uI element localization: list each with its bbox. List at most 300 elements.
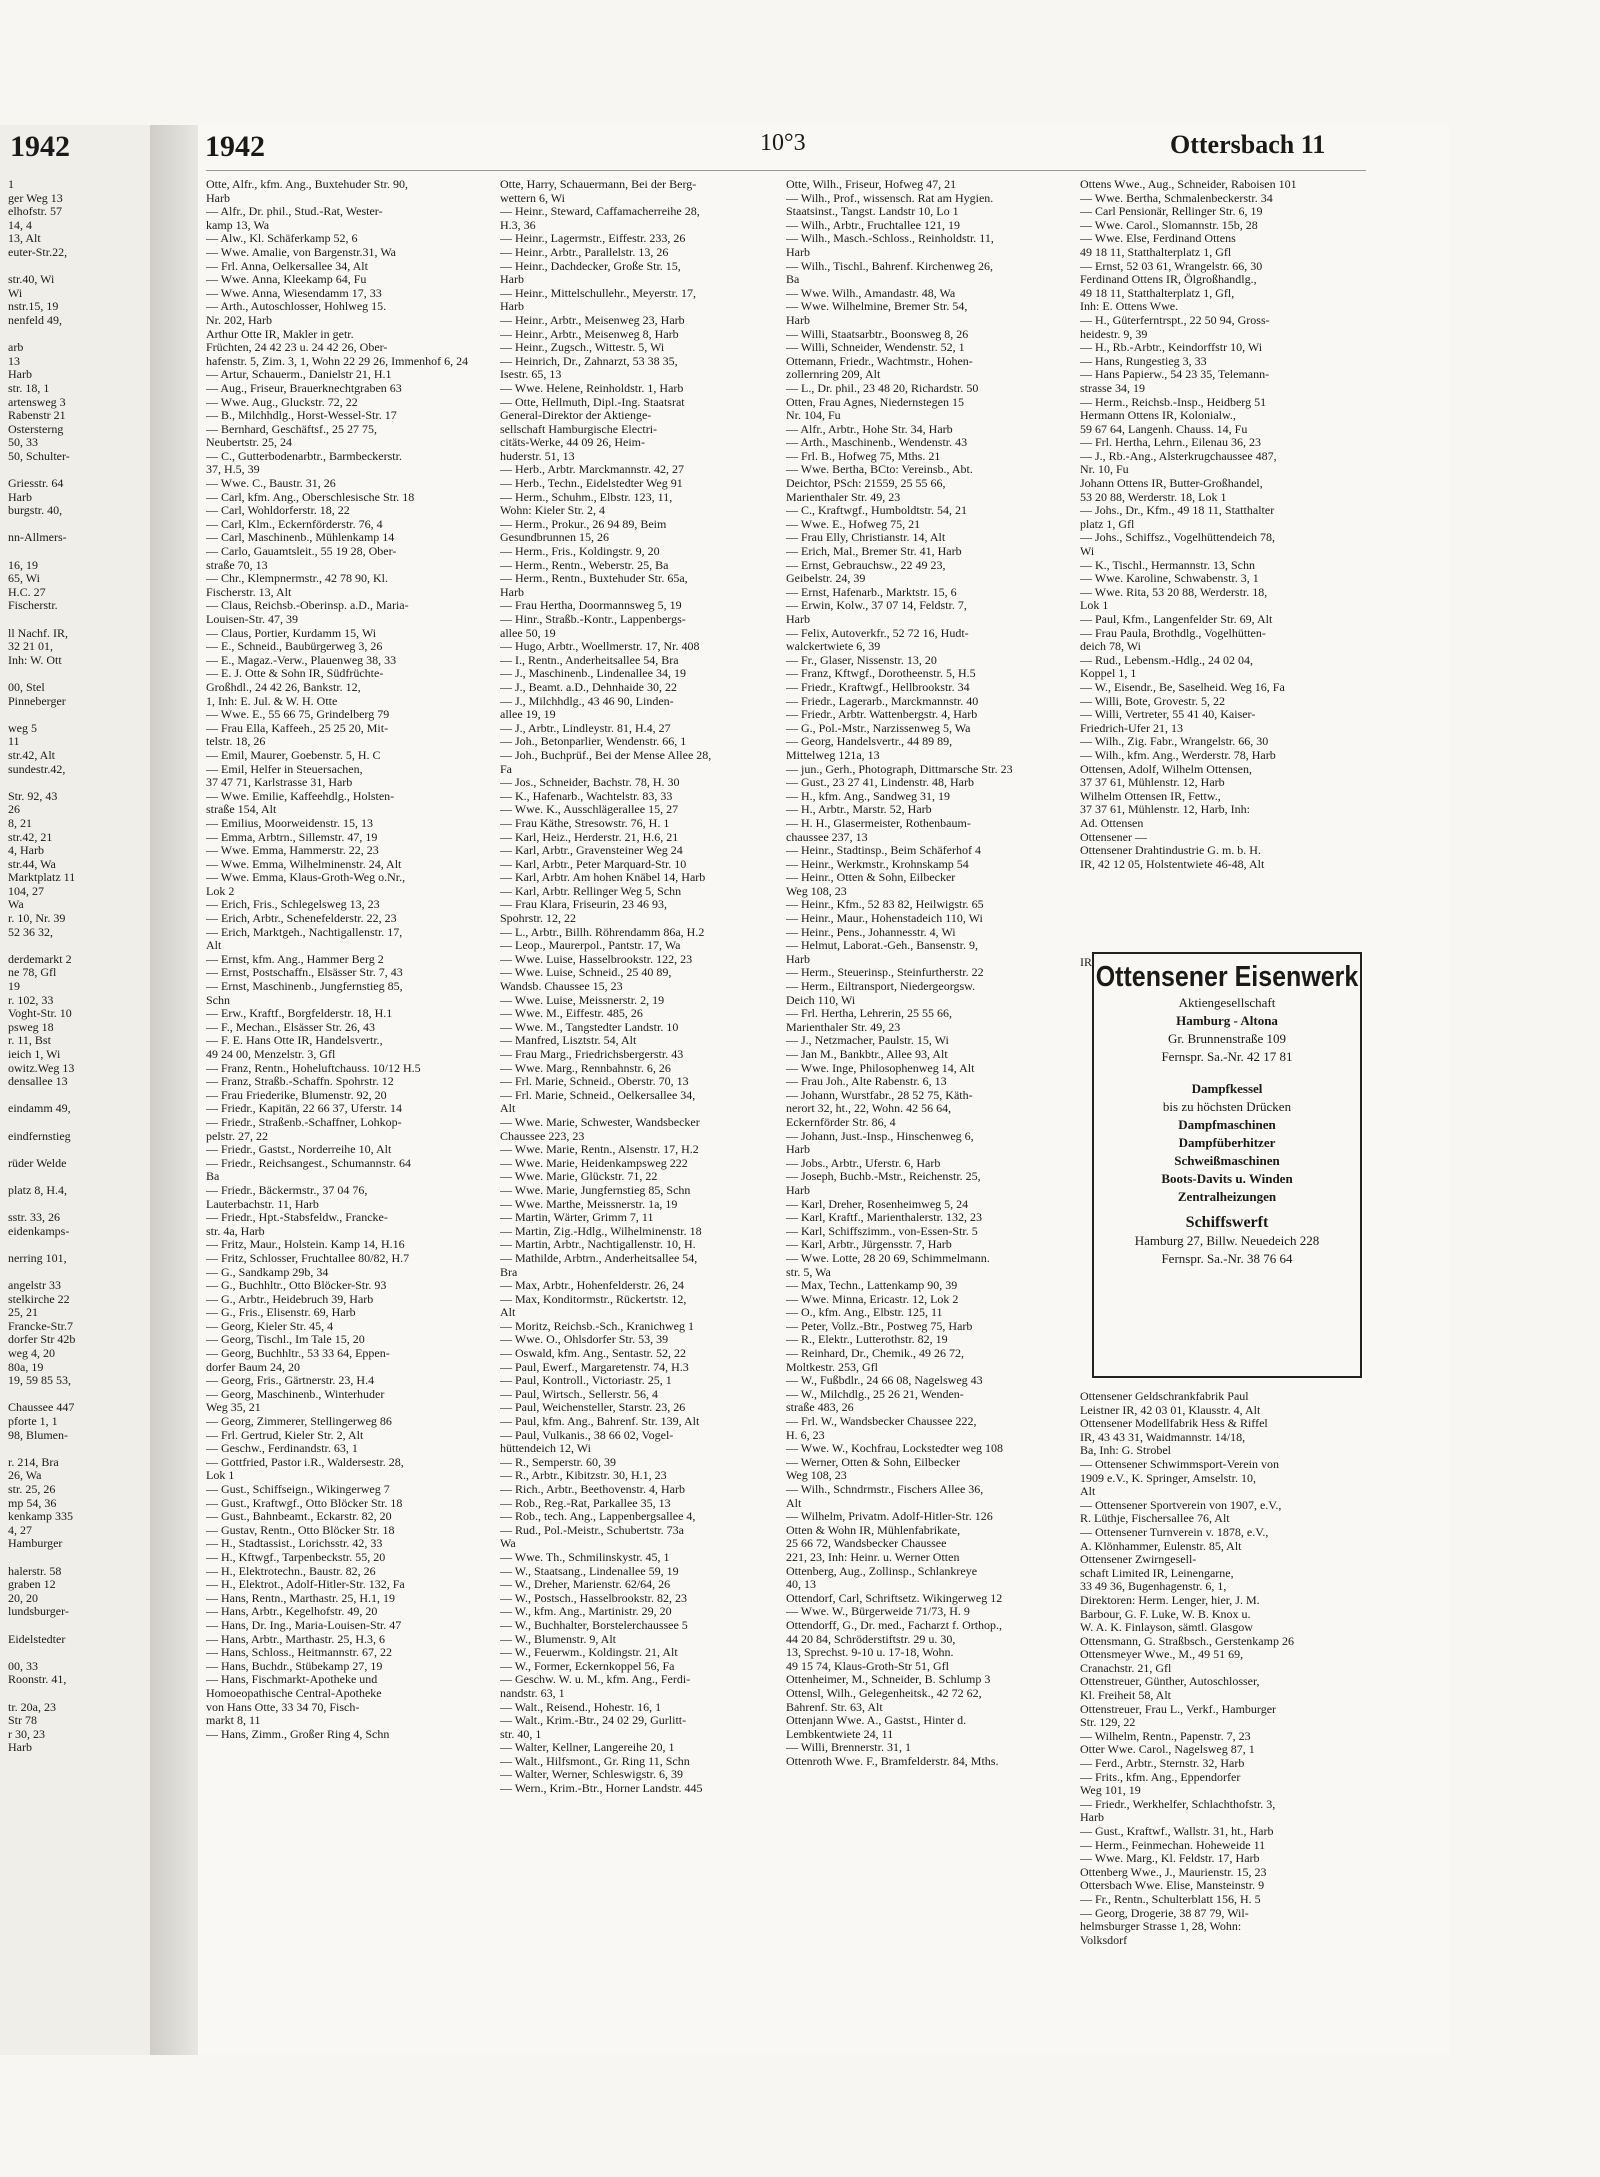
advert-line-6: Boots-Davits u. Winden bbox=[1161, 1171, 1293, 1186]
directory-entry-line: — Wwe. K., Ausschlägerallee 15, 27 bbox=[500, 802, 679, 817]
directory-entry-line: str. 40, 1 bbox=[500, 1726, 542, 1741]
directory-entry-line: kamp 13, Wa bbox=[206, 217, 270, 232]
previous-page-line: str.42, 21 bbox=[8, 829, 53, 844]
directory-entry-line: — Wilhelm, Privatm. Adolf-Hitler-Str. 126 bbox=[786, 1509, 993, 1524]
directory-entry-line: — Herm., Fris., Koldingstr. 9, 20 bbox=[500, 544, 660, 559]
previous-page-line: r. 10, Nr. 39 bbox=[8, 911, 66, 926]
directory-entry-line: Ottenberg, Aug., Zollinsp., Schlankreye bbox=[786, 1563, 978, 1578]
previous-page-line: str. 25, 26 bbox=[8, 1482, 56, 1496]
directory-entry-line: — Georg, Buchhltr., 53 33 64, Eppen- bbox=[206, 1346, 390, 1361]
directory-entry-line: — Wilh., Masch.-Schloss., Reinholdstr. 11, bbox=[786, 231, 994, 246]
directory-entry-line: — Frau Käthe, Stresowstr. 76, H. 1 bbox=[500, 815, 670, 830]
directory-entry-line: — Wwe. Th., Schmilinskystr. 45, 1 bbox=[500, 1549, 670, 1564]
directory-entry-line: Lauterbachstr. 11, Harb bbox=[206, 1196, 319, 1211]
directory-entry-line: — Heinr., Arbtr., Parallelstr. 13, 26 bbox=[500, 244, 669, 259]
previous-page-line: ger Weg 13 bbox=[8, 190, 63, 205]
directory-entry-line: — Georg, Handelsvertr., 44 89 89, bbox=[786, 734, 953, 749]
previous-page-line: densallee 13 bbox=[8, 1074, 68, 1089]
directory-entry-line: 1909 e.V., K. Springer, Amselstr. 10, bbox=[1080, 1470, 1256, 1485]
directory-entry-line: — Wilhelm, Rentn., Papenstr. 7, 23 bbox=[1080, 1728, 1251, 1743]
directory-entry-line: — Wwe. M., Eiffestr. 485, 26 bbox=[500, 1006, 643, 1021]
directory-entry-line: pelstr. 27, 22 bbox=[206, 1128, 268, 1143]
directory-entry-line: — Wwe. Karoline, Schwabenstr. 3, 1 bbox=[1080, 571, 1259, 586]
directory-entry-line: — Wwe. Marg., Rennbahnstr. 6, 26 bbox=[500, 1060, 671, 1075]
directory-entry-line: Johann Ottens IR, Butter-Großhandel, bbox=[1080, 476, 1263, 491]
directory-entry-line: — E., Magaz.-Verw., Plauenweg 38, 33 bbox=[206, 652, 397, 667]
directory-entry-line: IR, 43 43 31, Waidmannstr. 14/18, bbox=[1080, 1429, 1246, 1444]
previous-page-line: psweg 18 bbox=[8, 1019, 54, 1034]
directory-entry-line: — Carl, Wohldorferstr. 18, 22 bbox=[206, 503, 350, 518]
directory-entry-line: — Karl, Heiz., Herderstr. 21, H.6, 21 bbox=[500, 829, 679, 844]
previous-page-line: ieich 1, Wi bbox=[8, 1047, 61, 1061]
previous-page-line: 50, 33 bbox=[8, 435, 38, 450]
directory-entry-line: — Emil, Helfer in Steuersachen, bbox=[206, 761, 363, 776]
directory-entry-line: zollernring 209, Alt bbox=[786, 367, 881, 382]
directory-entry-line: — L., Dr. phil., 23 48 20, Richardstr. 50 bbox=[786, 380, 979, 395]
directory-entry-line: Koppel 1, 1 bbox=[1080, 666, 1137, 681]
directory-entry-line: — W., Postsch., Hasselbrookstr. 82, 23 bbox=[500, 1590, 688, 1605]
previous-page-line: Marktplatz 11 bbox=[8, 870, 76, 885]
previous-page-line: 98, Blumen- bbox=[8, 1427, 68, 1442]
directory-entry-line: — Wwe. Emma, Wilhelminenstr. 24, Alt bbox=[206, 856, 402, 871]
directory-entry-line: — Hinr., Straßb.-Kontr., Lappenbergs- bbox=[500, 612, 686, 626]
previous-page-line: euter-Str.22, bbox=[8, 244, 68, 259]
directory-entry-line: — Werner, Otten & Sohn, Eilbecker bbox=[786, 1454, 960, 1469]
previous-page-line: Fischerstr. bbox=[8, 598, 58, 613]
directory-entry-line: — K., Hafenarb., Wachtelstr. 83, 33 bbox=[500, 788, 673, 803]
directory-entry-line: — Franz, Kftwgf., Dorotheenstr. 5, H.5 bbox=[786, 666, 976, 681]
advert-place: Hamburg - Altona bbox=[1176, 1013, 1278, 1028]
directory-entry-line: — Willi, Bote, Grovestr. 5, 22 bbox=[1080, 693, 1225, 708]
directory-entry-line: — H., Stadtassist., Lorichsstr. 42, 33 bbox=[206, 1536, 383, 1551]
directory-entry-line: — Wwe. Luise, Meissnerstr. 2, 19 bbox=[500, 992, 665, 1007]
previous-page-line: Pinneberger bbox=[8, 693, 66, 708]
directory-entry-line: — Frau Marg., Friedrichsbergerstr. 43 bbox=[500, 1047, 684, 1061]
directory-entry-line: — Wwe. Bertha, BCto: Vereinsb., Abt. bbox=[786, 462, 973, 477]
directory-entry-line: allee 50, 19 bbox=[500, 625, 556, 640]
directory-entry-line: — Chr., Klempnermstr., 42 78 90, Kl. bbox=[206, 571, 388, 586]
previous-page-line: Rabenstr 21 bbox=[8, 408, 66, 423]
directory-entry-line: — Georg, Kieler Str. 45, 4 bbox=[206, 1318, 334, 1333]
previous-page-line: 25, 21 bbox=[8, 1305, 38, 1320]
directory-entry-line: — Herm., Feinmechan. Hoheweide 11 bbox=[1080, 1837, 1266, 1852]
previous-page-line: Hamburger bbox=[8, 1536, 63, 1551]
directory-entry-line: — Wilh., Prof., wissensch. Rat am Hygien. bbox=[786, 190, 994, 205]
directory-entry-line: Ba bbox=[206, 1169, 220, 1184]
directory-entry-line: Arthur Otte IR, Makler in getr. bbox=[206, 326, 354, 341]
directory-entry-line: Ottensener Zwirngesell- bbox=[1080, 1552, 1197, 1567]
directory-entry-line: — Alfr., Arbtr., Hohe Str. 34, Harb bbox=[786, 421, 953, 436]
directory-entry-line: — Georg, Fris., Gärtnerstr. 23, H.4 bbox=[206, 1373, 375, 1388]
directory-entry-line: — Carl, Maschinenb., Mühlenkamp 14 bbox=[206, 530, 395, 545]
directory-entry-line: Ottensener — bbox=[1080, 829, 1147, 844]
directory-entry-line: Wohn: Kieler Str. 2, 4 bbox=[500, 503, 606, 518]
directory-entry-line: Ottenroth Wwe. F., Bramfelderstr. 84, Mths. bbox=[786, 1753, 999, 1768]
directory-entry-line: — W., Buchhalter, Borstelerchaussee 5 bbox=[500, 1617, 688, 1632]
directory-entry-line: Alt bbox=[500, 1305, 516, 1320]
directory-entry-line: — Wilh., Tischl., Bahrenf. Kirchenweg 26, bbox=[786, 258, 993, 273]
directory-entry-line: — Friedr., Kraftwgf., Hellbrookstr. 34 bbox=[786, 679, 970, 694]
directory-entry-line: — Gust., 23 27 41, Lindenstr. 48, Harb bbox=[786, 775, 974, 790]
directory-entry-line: — Walt., Hilfsmont., Gr. Ring 11, Schn bbox=[500, 1753, 690, 1768]
directory-entry-line: — Franz, Straßb.-Schaffn. Spohrstr. 12 bbox=[206, 1074, 394, 1089]
directory-entry-line: — Karl, Arbtr. Am hohen Knäbel 14, Harb bbox=[500, 870, 706, 885]
directory-entry-line: — Ernst, 52 03 61, Wrangelstr. 66, 30 bbox=[1080, 258, 1263, 273]
previous-page-line: str.42, Alt bbox=[8, 747, 56, 762]
directory-entry-line: — Wwe. Rita, 53 20 88, Werderstr. 18, bbox=[1080, 584, 1268, 599]
directory-entry-line: — Gottfried, Pastor i.R., Waldersestr. 28, bbox=[206, 1454, 404, 1469]
directory-entry-line: dorfer Baum 24, 20 bbox=[206, 1359, 300, 1374]
directory-entry-line: Weg 101, 19 bbox=[1080, 1783, 1141, 1798]
previous-page-line bbox=[8, 1388, 150, 1402]
directory-entry-line: — Wwe. Inge, Philosophenweg 14, Alt bbox=[786, 1060, 975, 1075]
directory-entry-line: — Wwe. Bertha, Schmalenbeckerstr. 34 bbox=[1080, 190, 1273, 205]
directory-entry-line: Volksdorf bbox=[1080, 1932, 1128, 1947]
directory-entry-line: — Moritz, Reichsb.-Sch., Kranichweg 1 bbox=[500, 1318, 694, 1333]
previous-page-line: tr. 20a, 23 bbox=[8, 1699, 56, 1714]
directory-entry-line: — Hans, Rungestieg 3, 33 bbox=[1080, 353, 1207, 368]
directory-entry-line: allee 19, 19 bbox=[500, 707, 556, 722]
directory-entry-line: huderstr. 51, 13 bbox=[500, 448, 575, 463]
directory-entry-line: hafenstr. 5, Zim. 3, 1, Wohn 22 29 26, Immenhof 6, 24 bbox=[206, 353, 469, 368]
directory-entry-line: — Frl. Gertrud, Kieler Str. 2, Alt bbox=[206, 1427, 364, 1442]
directory-entry-line: Nr. 202, Harb bbox=[206, 312, 272, 327]
directory-entry-line: — W., Milchdlg., 25 26 21, Wenden- bbox=[786, 1386, 964, 1401]
directory-entry-line: Barbour, G. F. Luke, W. B. Knox u. bbox=[1080, 1606, 1251, 1621]
directory-entry-line: — F., Mechan., Elsässer Str. 26, 43 bbox=[206, 1019, 376, 1034]
directory-entry-line: — Johs., Dr., Kfm., 49 18 11, Statthalter bbox=[1080, 503, 1275, 518]
directory-entry-line: Mittelweg 121a, 13 bbox=[786, 747, 880, 762]
directory-entry-line: deich 78, Wi bbox=[1080, 639, 1141, 654]
directory-entry-line: — Karl, Arbtr., Peter Marquard-Str. 10 bbox=[500, 856, 687, 871]
directory-entry-line: A. Klönhammer, Eulenstr. 85, Alt bbox=[1080, 1538, 1242, 1553]
directory-entry-line: — Franz, Rentn., Hoheluftchauss. 10/12 H.5 bbox=[206, 1060, 421, 1075]
directory-entry-line: — Frau Klara, Friseurin, 23 46 93, bbox=[500, 897, 667, 912]
previous-page-line bbox=[8, 260, 150, 274]
directory-entry-line: — Geschw., Ferdinandstr. 63, 1 bbox=[206, 1441, 358, 1456]
previous-page-line: nenfeld 49, bbox=[8, 312, 62, 327]
directory-entry-line: sellschaft Hamburgische Electri- bbox=[500, 421, 658, 436]
directory-entry-line: — Rob., Reg.-Rat, Parkallee 35, 13 bbox=[500, 1495, 671, 1510]
directory-entry-line: Lok 1 bbox=[206, 1468, 235, 1483]
previous-page-line: str. 18, 1 bbox=[8, 380, 50, 395]
advert-shipyard: Schiffswerft bbox=[1185, 1214, 1269, 1231]
directory-entry-line: — Emma, Arbtrn., Sillemstr. 47, 19 bbox=[206, 829, 378, 844]
previous-page-line bbox=[8, 1687, 150, 1701]
directory-entry-line: — Walt., Reisend., Hohestr. 16, 1 bbox=[500, 1699, 662, 1714]
directory-entry-line: — Paul, Weichensteller, Starstr. 23, 26 bbox=[500, 1400, 686, 1415]
directory-entry-line: Lok 2 bbox=[206, 883, 235, 898]
directory-entry-line: — Hans, Rentn., Marthastr. 25, H.1, 19 bbox=[206, 1590, 395, 1605]
previous-page-line: H.C. 27 bbox=[8, 584, 46, 599]
advert-line-5: Schweißmaschinen bbox=[1174, 1153, 1280, 1168]
directory-entry-line: Marienthaler Str. 49, 23 bbox=[786, 489, 901, 504]
directory-entry-line: 37, H.5, 39 bbox=[206, 462, 260, 477]
directory-entry-line: — Wilh., kfm. Ang., Werderstr. 78, Harb bbox=[1080, 747, 1276, 762]
directory-entry-line: — Ferd., Arbtr., Sternstr. 32, Harb bbox=[1080, 1756, 1245, 1771]
directory-entry-line: — C., Gutterbodenarbtr., Barmbeckerstr. bbox=[206, 448, 402, 463]
directory-entry-line: — Friedr., Bäckermstr., 37 04 76, bbox=[206, 1182, 368, 1197]
previous-page-line: 20, 20 bbox=[8, 1590, 38, 1605]
advert-line-7: Zentralheizungen bbox=[1177, 1189, 1277, 1204]
directory-entry-line: — Walter, Kellner, Langereihe 20, 1 bbox=[500, 1740, 675, 1755]
directory-entry-line: — Karl, Schiffszimm., von-Essen-Str. 5 bbox=[786, 1223, 978, 1238]
header-rule bbox=[206, 170, 1366, 171]
directory-entry-line: — B., Milchhdlg., Horst-Wessel-Str. 17 bbox=[206, 408, 397, 423]
directory-entry-line: — Herm., Rentn., Weberstr. 25, Ba bbox=[500, 557, 669, 572]
directory-entry-line: Harb bbox=[786, 951, 810, 966]
directory-entry-line: — Hans, Arbtr., Kegelhofstr. 49, 20 bbox=[206, 1604, 378, 1619]
directory-entry-line: — Frau Ella, Kaffeeh., 25 25 20, Mit- bbox=[206, 720, 389, 735]
directory-entry-line: — Wwe. Emilie, Kaffeehdlg., Holsten- bbox=[206, 788, 395, 803]
directory-entry-line: Harb bbox=[500, 272, 524, 287]
directory-entry-line: telstr. 18, 26 bbox=[206, 734, 266, 749]
directory-entry-line: — Artur, Schauerm., Danielstr 21, H.1 bbox=[206, 367, 392, 382]
directory-entry-line: — Frau Hertha, Doormannsweg 5, 19 bbox=[500, 598, 682, 613]
directory-entry-line: Deichtor, PSch: 21559, 25 55 66, bbox=[786, 476, 946, 491]
directory-entry-line: — W., Eisendr., Be, Saselheid. Weg 16, Fa bbox=[1080, 679, 1285, 694]
directory-entry-line: — Wern., Krim.-Btr., Horner Landstr. 445 bbox=[500, 1781, 703, 1796]
directory-entry-line: — H., Elektrot., Adolf-Hitler-Str. 132, Fa bbox=[206, 1577, 405, 1592]
directory-entry-line: — Georg, Drogerie, 38 87 79, Wil- bbox=[1080, 1905, 1249, 1920]
directory-entry-line: — Wwe. Lotte, 28 20 69, Schimmelmann. bbox=[786, 1250, 990, 1265]
directory-entry-line: — Fr., Rentn., Schulterblatt 156, H. 5 bbox=[1080, 1891, 1261, 1906]
directory-column-2 bbox=[500, 178, 782, 2018]
directory-entry-line: — Arth., Autoschlosser, Hohlweg 15. bbox=[206, 299, 387, 314]
directory-entry-line: — G., Pol.-Mstr., Narzissenweg 5, Wa bbox=[786, 720, 971, 735]
previous-page-line: Harb bbox=[8, 367, 32, 382]
directory-entry-line: Kl. Freiheit 58, Alt bbox=[1080, 1688, 1171, 1703]
directory-entry-line: Lembkentwiete 24, 11 bbox=[786, 1726, 894, 1741]
directory-entry-line: Otter Wwe. Carol., Nagelsweg 87, 1 bbox=[1080, 1742, 1255, 1757]
directory-entry-line: Lok 1 bbox=[1080, 598, 1109, 613]
directory-entry-line: — Karl, Kraftf., Marienthalerstr. 132, 23 bbox=[786, 1210, 982, 1225]
directory-entry-line: — Karl, Dreher, Rosenheimweg 5, 24 bbox=[786, 1196, 969, 1211]
directory-entry-line: — Hans, Zimm., Großer Ring 4, Schn bbox=[206, 1726, 390, 1741]
directory-entry-line: — Jan M., Bankbtr., Allee 93, Alt bbox=[786, 1047, 948, 1061]
previous-page-line bbox=[8, 463, 150, 477]
previous-page-line: r 30, 23 bbox=[8, 1726, 45, 1741]
directory-entry-line: — Martin, Zig.-Hdlg., Wilhelminenstr. 18 bbox=[500, 1223, 702, 1238]
previous-page-line: lundsburger- bbox=[8, 1604, 69, 1619]
directory-entry-line: — Herm., Rentn., Buxtehuder Str. 65a, bbox=[500, 571, 688, 586]
directory-entry-line: — J., Arbtr., Lindleystr. 81, H.4, 27 bbox=[500, 720, 671, 735]
directory-entry-line: — Herb., Arbtr. Marckmannstr. 42, 27 bbox=[500, 462, 684, 477]
directory-entry-line: Moltkestr. 253, Gfl bbox=[786, 1359, 878, 1374]
page-year: 1942 bbox=[205, 130, 265, 163]
advert-address: Gr. Brunnenstraße 109 bbox=[1167, 1031, 1287, 1046]
previous-page-line: 1 bbox=[8, 178, 14, 191]
page-number: 10°3 bbox=[760, 130, 806, 156]
directory-entry-line: — G., Fris., Elisenstr. 69, Harb bbox=[206, 1305, 356, 1320]
directory-entry-line: — Hans, Buchdr., Stübekamp 27, 19 bbox=[206, 1658, 383, 1673]
previous-page-line: sstr. 33, 26 bbox=[8, 1210, 61, 1225]
directory-entry-line: — R., Elektr., Lutterothstr. 82, 19 bbox=[786, 1332, 948, 1347]
directory-entry-line: wettern 6, Wi bbox=[500, 190, 565, 205]
directory-entry-line: Ad. Ottensen bbox=[1080, 815, 1144, 830]
directory-entry-line: — Wwe. Helene, Reinholdstr. 1, Harb bbox=[500, 380, 684, 395]
directory-entry-line: — Alw., Kl. Schäferkamp 52, 6 bbox=[206, 231, 358, 246]
directory-entry-line: — Ernst, kfm. Ang., Hammer Berg 2 bbox=[206, 951, 384, 966]
directory-entry-line: — Frl. Anna, Oelkersallee 34, Alt bbox=[206, 258, 368, 273]
directory-entry-line: — W., Feuerwm., Koldingstr. 21, Alt bbox=[500, 1645, 678, 1660]
directory-entry-line: — J., Maschinenb., Lindenallee 34, 19 bbox=[500, 666, 686, 681]
directory-entry-line: Großhdl., 24 42 26, Bankstr. 12, bbox=[206, 679, 361, 694]
directory-entry-line: — Heinr., Steward, Caffamacherreihe 28, bbox=[500, 204, 700, 219]
directory-entry-line: Nr. 10, Fu bbox=[1080, 462, 1129, 477]
directory-entry-line: 49 18 11, Statthalterplatz 1, Gfl bbox=[1080, 244, 1232, 259]
previous-page-line bbox=[8, 1143, 150, 1157]
directory-entry-line: Otte, Harry, Schauermann, Bei der Berg- bbox=[500, 178, 697, 191]
previous-page-line bbox=[8, 1198, 150, 1212]
directory-entry-line: — H., Elektrotechn., Baustr. 82, 26 bbox=[206, 1563, 376, 1578]
previous-page-line: mp 54, 36 bbox=[8, 1495, 57, 1510]
previous-page-line: 26 bbox=[8, 802, 20, 817]
directory-entry-line: — Paul, Ewerf., Margaretenstr. 74, H.3 bbox=[500, 1359, 689, 1374]
directory-column-3 bbox=[786, 178, 1072, 2018]
directory-entry-line: Wi bbox=[1080, 544, 1095, 559]
directory-entry-line: — Erich, Mal., Bremer Str. 41, Harb bbox=[786, 544, 962, 559]
directory-entry-line: — Karl, Arbtr., Gravensteiner Weg 24 bbox=[500, 843, 683, 858]
directory-entry-line: — J., Netzmacher, Paulstr. 15, Wi bbox=[786, 1033, 949, 1048]
directory-entry-line: 40, 13 bbox=[786, 1577, 816, 1592]
previous-page-line: 19, 59 85 53, bbox=[8, 1373, 71, 1388]
directory-entry-line: Wa bbox=[500, 1536, 516, 1551]
previous-page-line: 65, Wi bbox=[8, 571, 40, 586]
directory-entry-line: — Friedr., Gastst., Norderreihe 10, Alt bbox=[206, 1142, 392, 1157]
directory-entry-line: — Ottensener Schwimmsport-Verein von bbox=[1080, 1456, 1279, 1471]
previous-page-line: Roonstr. 41, bbox=[8, 1672, 67, 1687]
previous-page-line: angelstr 33 bbox=[8, 1278, 61, 1293]
directory-entry-line: — Leop., Maurerpol., Pantstr. 17, Wa bbox=[500, 938, 681, 953]
directory-entry-line: 59 67 64, Langenh. Chauss. 14, Fu bbox=[1080, 421, 1248, 436]
directory-entry-line: — Willi, Schneider, Wendenstr. 52, 1 bbox=[786, 340, 965, 355]
previous-page-line: artensweg 3 bbox=[8, 394, 66, 409]
directory-entry-line: — Frl. B., Hofweg 75, Mths. 21 bbox=[786, 448, 941, 463]
directory-entry-line: — Felix, Autoverkfr., 52 72 16, Hudt- bbox=[786, 625, 969, 640]
directory-entry-line: 53 20 88, Werderstr. 18, Lok 1 bbox=[1080, 489, 1227, 504]
previous-page-line bbox=[8, 708, 150, 722]
directory-entry-line: — H., Arbtr., Marstr. 52, Harb bbox=[786, 802, 932, 817]
directory-entry-line: — Wwe. E., Hofweg 75, 21 bbox=[786, 516, 921, 531]
directory-entry-line: — Hans Papierw., 54 23 35, Telemann- bbox=[1080, 367, 1270, 382]
directory-entry-line: Ottensener Geldschrankfabrik Paul bbox=[1080, 1390, 1249, 1403]
previous-page-line: r. 214, Bra bbox=[8, 1454, 59, 1469]
previous-page-line bbox=[8, 1442, 150, 1456]
directory-entry-line: — Martin, Wärter, Grimm 7, 11 bbox=[500, 1210, 654, 1225]
directory-entry-line: — Gust., Kraftwgf., Otto Blöcker Str. 18 bbox=[206, 1495, 403, 1510]
previous-page-line: eidenkamps- bbox=[8, 1223, 70, 1238]
previous-page-line: kenkamp 335 bbox=[8, 1509, 73, 1524]
previous-page-line: stelkirche 22 bbox=[8, 1291, 70, 1306]
directory-entry-line: Inh: E. Ottens Wwe. bbox=[1080, 299, 1179, 314]
directory-entry-line: — Frl. Hertha, Lehrerin, 25 55 66, bbox=[786, 1006, 952, 1021]
directory-entry-line: heidestr. 9, 39 bbox=[1080, 326, 1148, 341]
directory-entry-line: — G., Sandkamp 29b, 34 bbox=[206, 1264, 329, 1279]
directory-entry-line: 37 47 71, Karlstrasse 31, Harb bbox=[206, 775, 353, 790]
previous-page-line: nn-Allmers- bbox=[8, 530, 67, 545]
directory-entry-line: — H. H., Glasermeister, Rothenbaum- bbox=[786, 815, 971, 830]
directory-entry-line: Neubertstr. 25, 24 bbox=[206, 435, 292, 450]
advert-shipyard-phone: Fernspr. Sa.-Nr. 38 76 64 bbox=[1161, 1251, 1293, 1266]
directory-entry-line: Weg 35, 21 bbox=[206, 1400, 261, 1415]
directory-entry-line: Louisen-Str. 47, 39 bbox=[206, 612, 298, 626]
directory-entry-line: Weg 108, 23 bbox=[786, 883, 847, 898]
directory-entry-line: — Hans, Arbtr., Marthastr. 25, H.3, 6 bbox=[206, 1631, 385, 1646]
directory-entry-line: — Frau Paula, Brothdlg., Vogelhütten- bbox=[1080, 625, 1266, 640]
directory-entry-line: — Wwe. M., Tangstedter Landstr. 10 bbox=[500, 1019, 679, 1034]
directory-entry-line: — Fritz, Maur., Holstein. Kamp 14, H.16 bbox=[206, 1237, 405, 1252]
directory-entry-line: Friedrich-Ufer 21, 13 bbox=[1080, 720, 1183, 735]
previous-page-line: eindfernstieg bbox=[8, 1128, 71, 1143]
previous-page-line: rüder Welde bbox=[8, 1155, 67, 1170]
directory-entry-line: Ottemann, Friedr., Wachtmstr., Hohen- bbox=[786, 353, 973, 368]
directory-entry-line: H. 6, 23 bbox=[786, 1427, 825, 1442]
previous-page-line: weg 4, 20 bbox=[8, 1346, 55, 1361]
directory-entry-line: — Mathilde, Arbtrn., Anderheitsallee 54, bbox=[500, 1250, 698, 1265]
directory-entry-line: — Willi, Staatsarbtr., Boonsweg 8, 26 bbox=[786, 326, 969, 341]
directory-entry-line: — Carl, Klm., Eckernförderstr. 76, 4 bbox=[206, 516, 383, 531]
directory-entry-line: — Arth., Maschinenb., Wendenstr. 43 bbox=[786, 435, 968, 450]
directory-entry-line: — Gust., Schiffseign., Wikingerweg 7 bbox=[206, 1482, 390, 1496]
directory-entry-line: IR, 42 12 05, Holstentwiete 46-48, Alt bbox=[1080, 856, 1265, 871]
directory-entry-line: Chaussee 223, 23 bbox=[500, 1128, 585, 1143]
previous-page-line: ne 78, Gfl bbox=[8, 965, 57, 980]
directory-entry-line: — Johs., Schiffsz., Vogelhüttendeich 78, bbox=[1080, 530, 1275, 545]
directory-entry-line: — Wwe. Anna, Kleekamp 64, Fu bbox=[206, 272, 367, 287]
directory-entry-line: — Wwe. Marie, Heidenkampsweg 222 bbox=[500, 1155, 688, 1170]
directory-entry-line: — Erwin, Kolw., 37 07 14, Feldstr. 7, bbox=[786, 598, 967, 613]
directory-entry-line: — Karl, Arbtr. Rellinger Weg 5, Schn bbox=[500, 883, 682, 898]
directory-entry-line: Cranachstr. 21, Gfl bbox=[1080, 1660, 1172, 1675]
directory-entry-line: — Paul, Wirtsch., Sellerstr. 56, 4 bbox=[500, 1386, 658, 1401]
directory-entry-line: Ottendorf, Carl, Schriftsetz. Wikingerweg 12 bbox=[786, 1590, 1003, 1605]
directory-entry-line: — Heinr., Arbtr., Meisenweg 23, Harb bbox=[500, 312, 685, 327]
previous-page-line: eindamm 49, bbox=[8, 1101, 71, 1116]
directory-entry-line: — E. J. Otte & Sohn IR, Südfrüchte- bbox=[206, 666, 384, 681]
directory-entry-line: — Wilh., Schndrmstr., Fischers Allee 36, bbox=[786, 1482, 984, 1496]
directory-entry-line: — Rich., Arbtr., Beethovenstr. 4, Harb bbox=[500, 1482, 685, 1496]
directory-entry-line: Otte, Alfr., kfm. Ang., Buxtehuder Str. 90, bbox=[206, 178, 408, 191]
directory-entry-line: R. Lüthje, Fischersallee 76, Alt bbox=[1080, 1511, 1230, 1526]
directory-entry-line: chaussee 237, 13 bbox=[786, 829, 868, 844]
directory-entry-line: H.3, 36 bbox=[500, 217, 536, 232]
previous-page-line: 13, Alt bbox=[8, 231, 41, 246]
previous-page-line bbox=[8, 1266, 150, 1280]
directory-entry-line: Ba bbox=[786, 272, 800, 287]
previous-page-line: owitz.Weg 13 bbox=[8, 1060, 75, 1075]
directory-entry-line: Harb bbox=[786, 1142, 810, 1157]
previous-page-line: 104, 27 bbox=[8, 883, 44, 898]
directory-entry-line: — Helmut, Laborat.-Geh., Bansenstr. 9, bbox=[786, 938, 978, 953]
directory-entry-line: — J., Rb.-Ang., Alsterkrugchaussee 487, bbox=[1080, 448, 1277, 463]
directory-entry-line: — Wwe. W., Kochfrau, Lockstedter weg 108 bbox=[786, 1441, 1004, 1456]
previous-page-line: Voght-Str. 10 bbox=[8, 1006, 72, 1021]
directory-entry-line: — J., Milchhdlg., 43 46 90, Linden- bbox=[500, 693, 674, 708]
previous-page-line: 80a, 19 bbox=[8, 1359, 44, 1374]
previous-page-line: Wa bbox=[8, 897, 24, 912]
directory-entry-line: — Herm., Schuhm., Elbstr. 123, 11, bbox=[500, 489, 673, 504]
previous-page-line: arb bbox=[8, 340, 24, 355]
directory-entry-line: — Wwe. O., Ohlsdorfer Str. 53, 39 bbox=[500, 1332, 669, 1347]
directory-entry-line: — Ottensener Turnverein v. 1878, e.V., bbox=[1080, 1524, 1269, 1539]
previous-page-column bbox=[8, 178, 150, 2048]
previous-page-line bbox=[8, 1646, 150, 1660]
previous-page-line bbox=[8, 1089, 150, 1103]
directory-entry-line: — Joh., Betonparlier, Wendenstr. 66, 1 bbox=[500, 734, 687, 749]
directory-entry-line: General-Direktor der Aktienge- bbox=[500, 408, 652, 423]
previous-page-line bbox=[8, 328, 150, 342]
